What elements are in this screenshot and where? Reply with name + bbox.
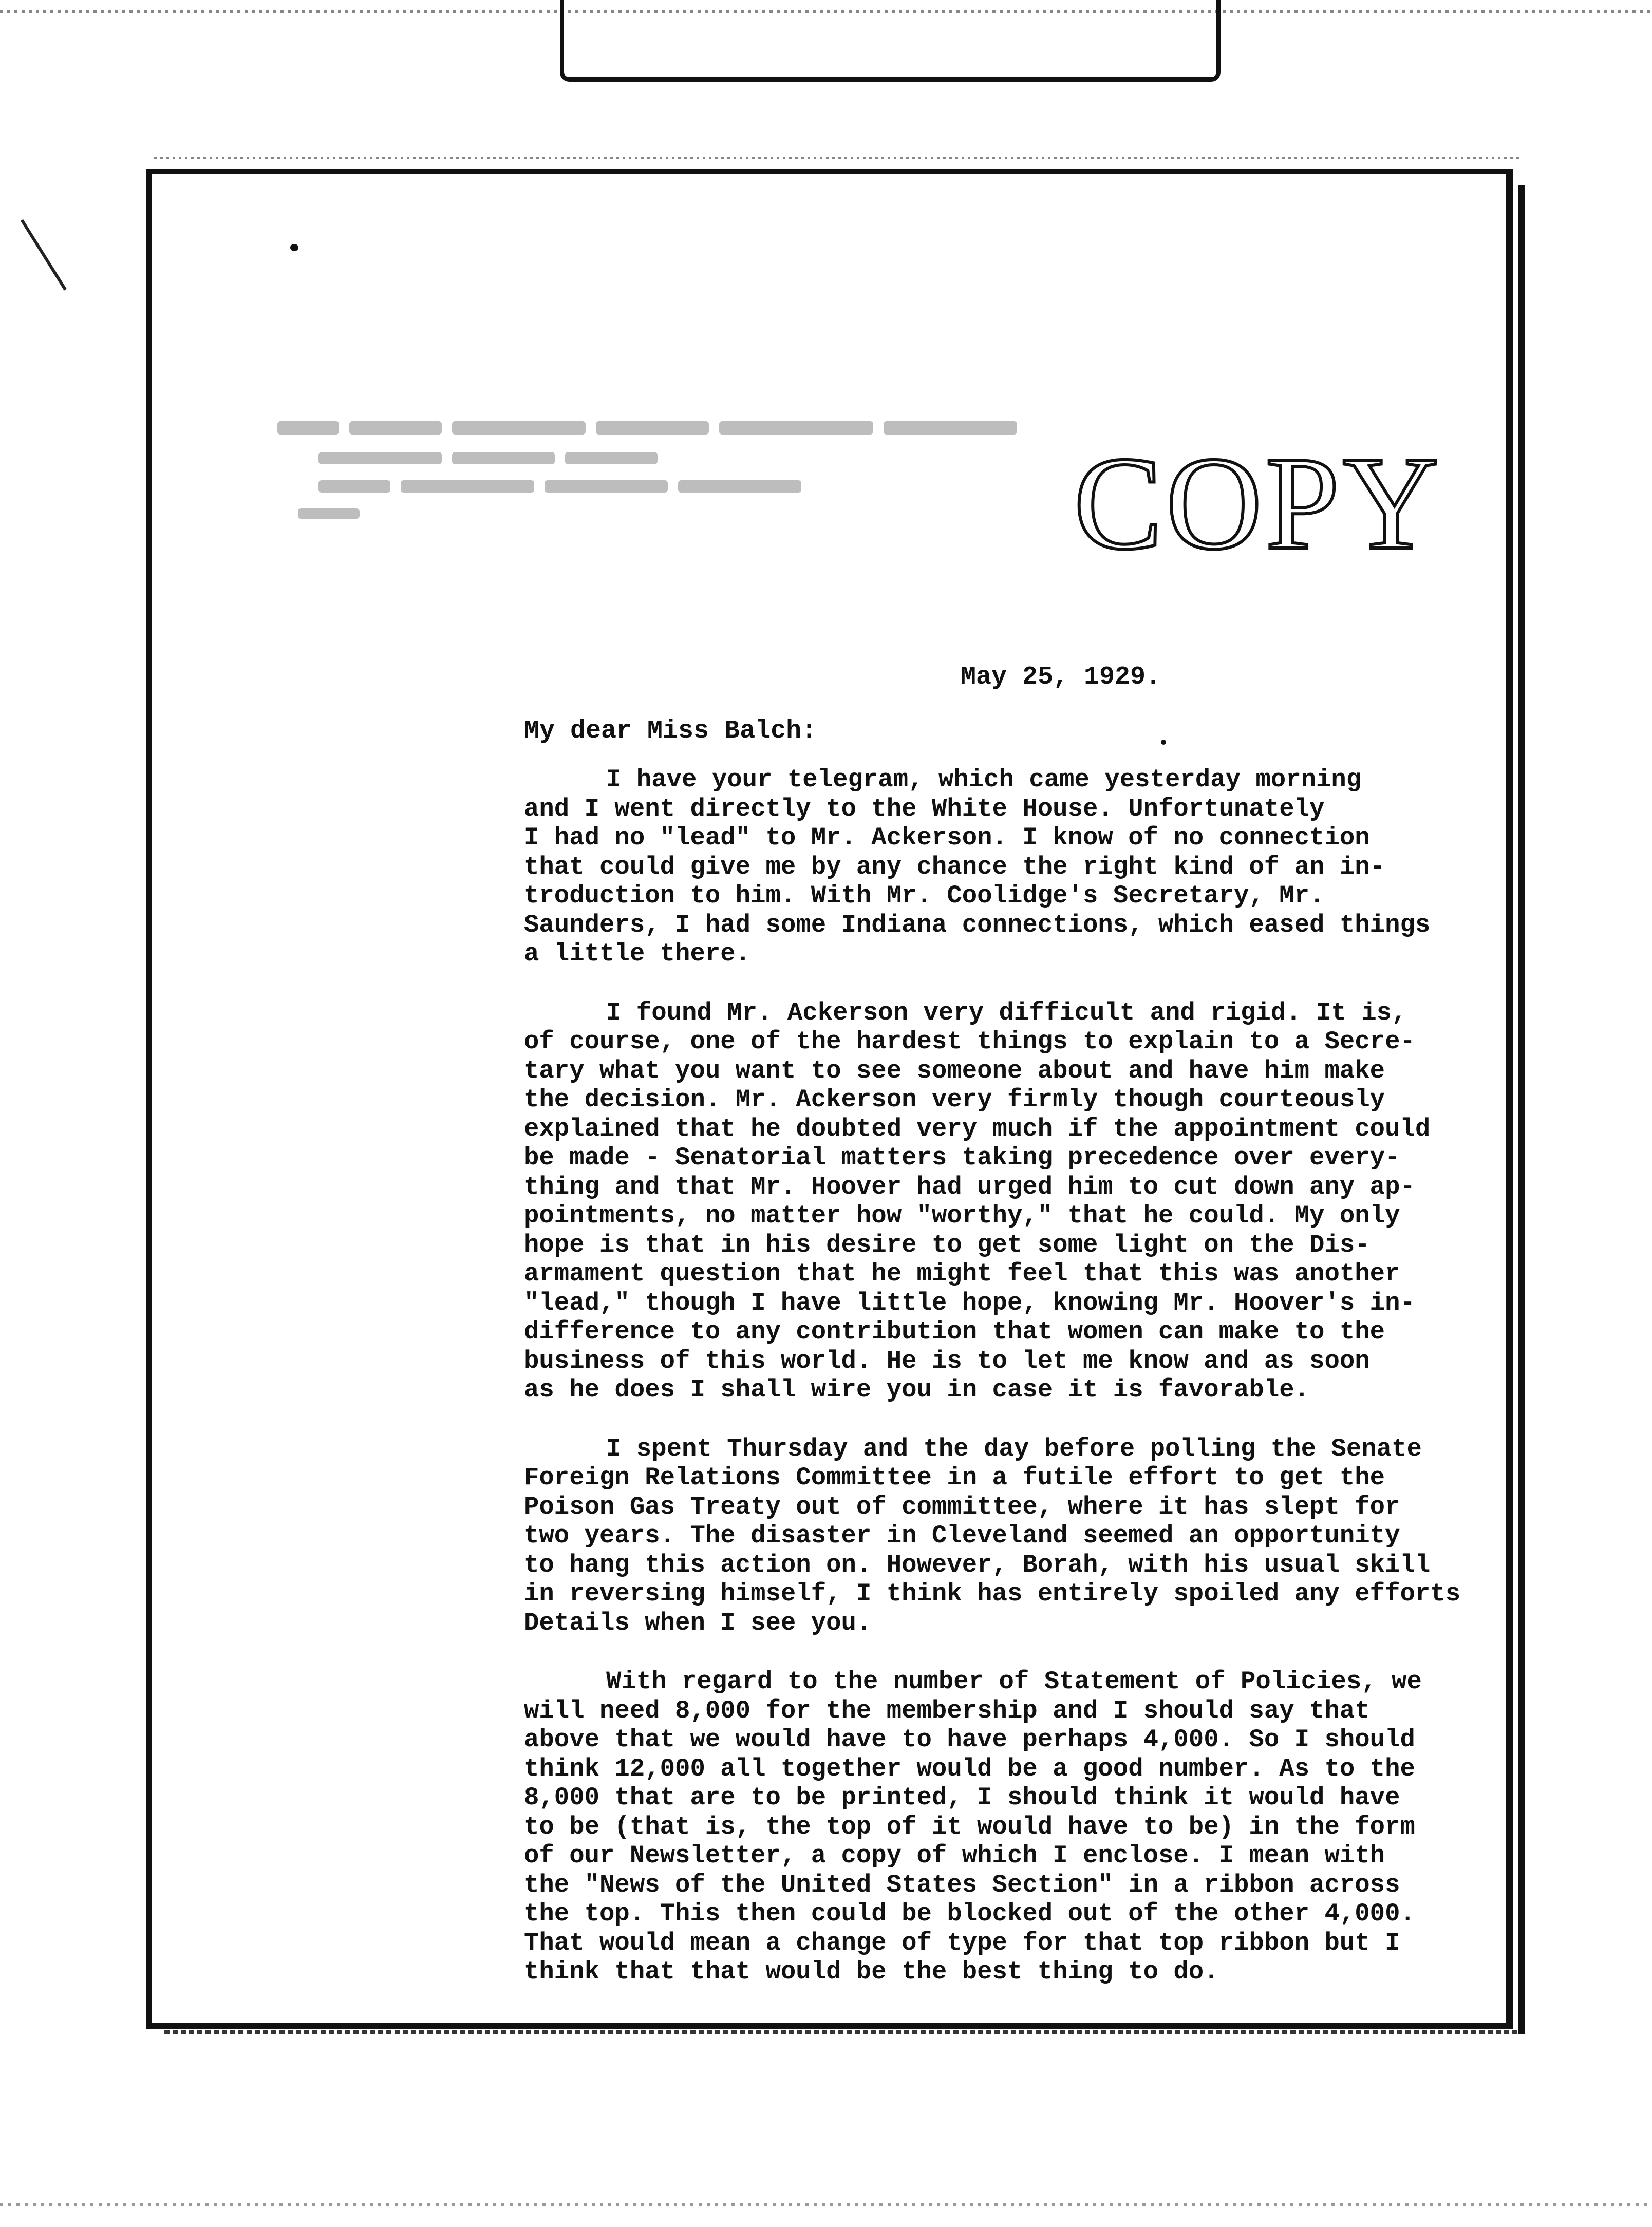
text-line: be made - Senatorial matters taking precedence over every- — [524, 1143, 1400, 1172]
text-line: I found Mr. Ackerson very difficult and rigid. It is, — [606, 998, 1407, 1027]
text-line: armament question that he might feel that this was another — [524, 1259, 1400, 1288]
text-line: business of this world. He is to let me know and as soon — [524, 1346, 1370, 1375]
text-line: "lead," though I have little hope, knowing Mr. Hoover's in- — [524, 1288, 1415, 1317]
text-line: That would mean a change of type for that top ribbon but I — [524, 1928, 1400, 1957]
text-line: I spent Thursday and the day before polling the Senate — [606, 1434, 1422, 1463]
text-line: think that that would be the best thing to do. — [524, 1957, 1219, 1986]
text-line: difference to any contribution that women can make to the — [524, 1317, 1385, 1346]
faded-letterhead-marks — [277, 411, 1202, 534]
text-line: pointments, no matter how "worthy," that he could. My only — [524, 1201, 1400, 1230]
paper-clip-tab — [560, 0, 1221, 82]
margin-stroke — [21, 219, 67, 291]
text-line: the decision. Mr. Ackerson very firmly though courteously — [524, 1085, 1385, 1114]
sheet-right-shadow — [1518, 185, 1525, 2034]
text-line: I have your telegram, which came yesterday morning — [606, 765, 1362, 794]
paragraph-2 — [524, 998, 1515, 1405]
text-line: Saunders, I had some Indiana connections, which eased things — [524, 910, 1431, 939]
text-line: a little there. — [524, 939, 751, 968]
text-line: tary what you want to see someone about and have him make — [524, 1056, 1385, 1085]
letter-date: May 25, 1929. — [961, 663, 1161, 692]
text-line: that could give me by any chance the right kind of an in- — [524, 852, 1385, 881]
sheet-top-shadow — [154, 157, 1520, 159]
text-line: the top. This then could be blocked out of the other 4,000. — [524, 1899, 1415, 1928]
text-line: and I went directly to the White House. Unfortunately — [524, 794, 1325, 823]
scan-bottom-edge — [0, 2203, 1652, 2206]
text-line: troduction to him. With Mr. Coolidge's Secretary, Mr. — [524, 881, 1325, 910]
text-line: Details when I see you. — [524, 1608, 872, 1637]
salutation: My dear Miss Balch: — [524, 716, 817, 746]
paragraph-1 — [524, 765, 1515, 969]
sheet-bottom-shadow — [164, 2030, 1520, 2034]
text-line: I had no "lead" to Mr. Ackerson. I know of no connection — [524, 823, 1370, 852]
text-line: think 12,000 all together would be a good number. As to the — [524, 1754, 1415, 1783]
text-line: will need 8,000 for the membership and I should say that — [524, 1696, 1370, 1725]
text-line: two years. The disaster in Cleveland seemed an opportunity — [524, 1521, 1400, 1550]
text-line: to hang this action on. However, Borah, with his usual skill — [524, 1550, 1431, 1579]
text-line: of our Newsletter, a copy of which I enclose. I mean with — [524, 1841, 1385, 1870]
text-line: Foreign Relations Committee in a futile effort to get the — [524, 1463, 1385, 1492]
text-line: hope is that in his desire to get some light on the Dis- — [524, 1230, 1370, 1259]
ink-speck — [290, 244, 298, 251]
text-line: as he does I shall wire you in case it is favorable. — [524, 1375, 1310, 1404]
letter-body — [524, 765, 1515, 2016]
ink-speck — [1161, 740, 1166, 745]
faded-letterhead — [277, 411, 1202, 542]
paragraph-3 — [524, 1435, 1515, 1638]
text-line: 8,000 that are to be printed, I should think it would have — [524, 1783, 1400, 1812]
text-line: to be (that is, the top of it would have to be) in the form — [524, 1812, 1415, 1841]
copy-stamp: COPY — [1074, 429, 1442, 577]
text-line: in reversing himself, I think has entirely spoiled any efforts — [524, 1579, 1461, 1608]
text-line: With regard to the number of Statement of Policies, we — [606, 1667, 1422, 1696]
paragraph-4 — [524, 1667, 1515, 1987]
text-line: explained that he doubted very much if the appointment could — [524, 1114, 1431, 1143]
text-line: Poison Gas Treaty out of committee, where it has slept for — [524, 1492, 1400, 1521]
text-line: above that we would have to have perhaps 4,000. So I should — [524, 1725, 1415, 1754]
text-line: thing and that Mr. Hoover had urged him to cut down any ap- — [524, 1172, 1415, 1201]
text-line: the "News of the United States Section" in a ribbon across — [524, 1870, 1400, 1899]
text-line: of course, one of the hardest things to explain to a Secre- — [524, 1027, 1415, 1056]
